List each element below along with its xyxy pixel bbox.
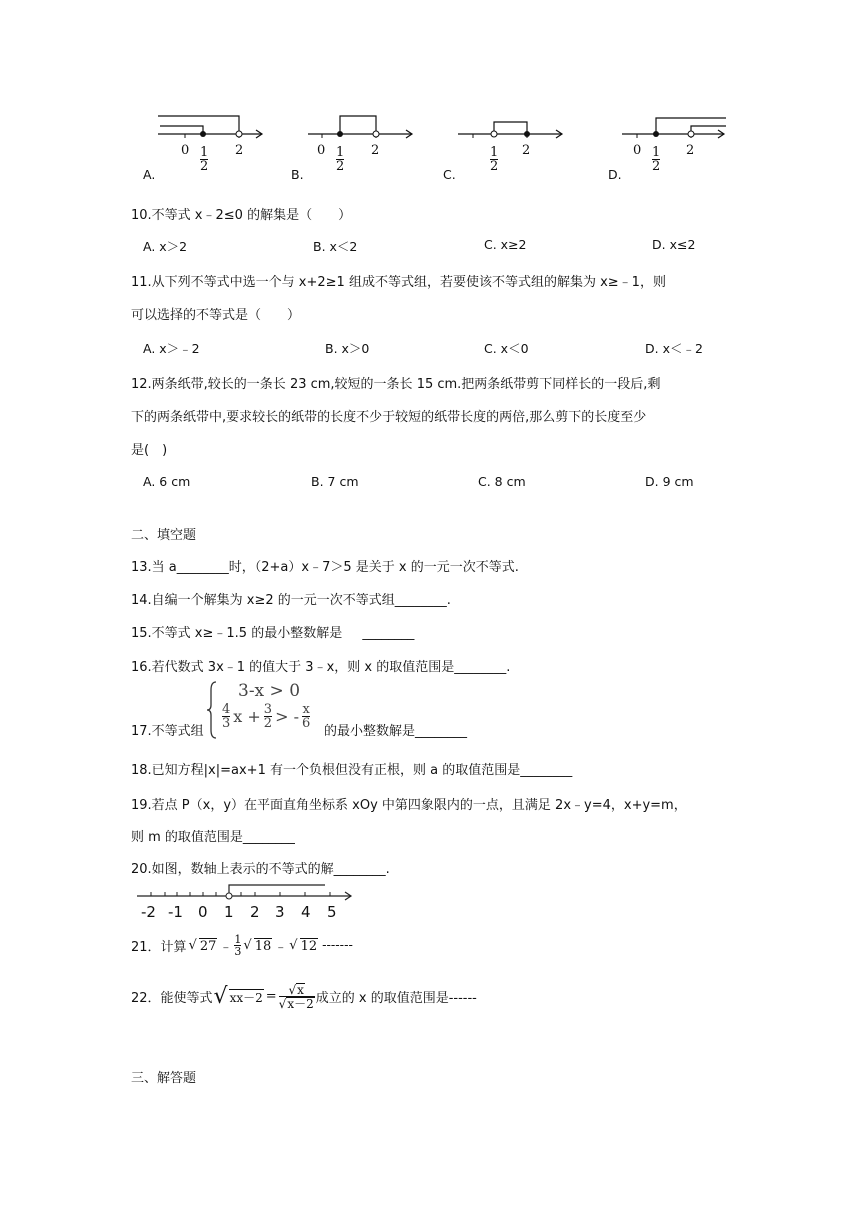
- sqrt-icon: √: [188, 938, 197, 953]
- opt-c-tick-half: 1 2: [490, 145, 499, 174]
- q13-text: 13.当 a________时，（2+a）x﹣7＞5 是关于 x 的一元一次不等式.: [131, 560, 519, 575]
- q21-radicand-2: 18: [254, 938, 272, 954]
- q20-tick: 2: [250, 903, 260, 921]
- q17-ineq2: $\frac{4}{3}$ x + $\frac{3}{2}$ > - $\frac{x}{6}$: [222, 702, 311, 731]
- option-b-label: B.: [291, 167, 304, 182]
- q10-option-a: A. x＞2: [143, 239, 188, 254]
- opt-a-tick-half: 1 2: [200, 145, 209, 174]
- q20-tick: -1: [168, 903, 183, 921]
- q18-text: 18.已知方程|x|=ax+1 有一个负根但没有正根，则 a 的取值范围是________: [131, 763, 573, 778]
- q22: [131, 983, 477, 1010]
- opt-d-tick-half: 1 2: [652, 145, 661, 174]
- q14-text: 14.自编一个解集为 x≥2 的一元一次不等式组________.: [131, 593, 451, 608]
- q20-text: 20.如图，数轴上表示的不等式的解________.: [131, 862, 390, 877]
- section-3-heading: 三、解答题: [131, 1071, 197, 1086]
- q17-suffix: 的最小整数解是________: [324, 724, 468, 739]
- q21: [131, 934, 353, 957]
- q22-right-fraction: $\frac{√x}{√x-2}$: [278, 983, 314, 1011]
- q17-gt: > -: [275, 707, 299, 726]
- opt-d-tick-2: 2: [686, 143, 695, 158]
- section-2-heading: 二、填空题: [131, 528, 197, 543]
- q10-option-b: B. x＜2: [313, 239, 358, 254]
- q11-option-a: A. x＞﹣2: [143, 341, 200, 356]
- q12-line3: 是( ): [131, 443, 168, 458]
- option-d-number-line: [610, 112, 730, 184]
- q20-tick: 0: [198, 903, 208, 921]
- q10-option-c: C. x≥2: [484, 237, 527, 252]
- option-c-label: C.: [443, 167, 456, 182]
- opt-d-tick-0: 0: [633, 143, 642, 158]
- opt-c-tick-2: 2: [522, 143, 531, 158]
- q17-brace: [206, 680, 220, 740]
- q11-line1: 11.从下列不等式中选一个与 x+2≥1 组成不等式组，若要使该不等式组的解集为 x≥﹣1，则: [131, 275, 666, 290]
- q20-tick: 3: [275, 903, 285, 921]
- opt-b-tick-half: 1 2: [336, 145, 345, 174]
- q11-option-d: D. x＜﹣2: [645, 341, 703, 356]
- q11-option-c: C. x＜0: [484, 341, 529, 356]
- q12-line2: 下的两条纸带中,要求较长的纸带的长度不少于较短的纸带长度的两倍,那么剪下的长度至少: [131, 410, 647, 425]
- q21-radicand-1: 27: [199, 938, 217, 954]
- option-a-label: A.: [143, 167, 156, 182]
- q20-tick: 1: [224, 903, 234, 921]
- q20-tick: 5: [327, 903, 337, 921]
- q21-prefix: 21．计算: [131, 940, 187, 955]
- q12-option-c: C. 8 cm: [478, 474, 526, 489]
- q15-blank: ________: [362, 626, 415, 641]
- q15-text: [131, 622, 414, 641]
- q16-text: 16.若代数式 3x﹣1 的值大于 3﹣x，则 x 的取值范围是________.: [131, 660, 511, 675]
- q12-option-b: B. 7 cm: [311, 474, 359, 489]
- q21-radicand-3: 12: [300, 938, 318, 954]
- option-d-label: D.: [608, 167, 622, 182]
- q22-left-fraction: xx－2: [229, 991, 263, 1005]
- q11-line2: 可以选择的不等式是（ ）: [131, 308, 301, 323]
- q22-prefix: 22．能使等式: [131, 991, 213, 1006]
- q12-line1: 12.两条纸带,较长的一条长 23 cm,较短的一条长 15 cm.把两条纸带剪下同样长的一段后,剩: [131, 377, 661, 392]
- opt-b-tick-2: 2: [371, 143, 380, 158]
- opt-b-tick-0: 0: [317, 143, 326, 158]
- q11-option-b: B. x＞0: [325, 341, 370, 356]
- option-b-number-line: [290, 112, 420, 184]
- q19-line1: 19.若点 P（x，y）在平面直角坐标系 xOy 中第四象限内的一点，且满足 2x﹣y=4，x+y=m，: [131, 798, 687, 813]
- sqrt-icon: √: [213, 984, 228, 1009]
- sqrt-icon: √: [289, 938, 298, 953]
- q19-line2: 则 m 的取值范围是________: [131, 830, 295, 845]
- q22-equals: =: [265, 989, 277, 1004]
- q21-minus-1: ﹣: [219, 940, 233, 955]
- sqrt-icon: √: [288, 983, 297, 997]
- q17-x-plus: x +: [233, 707, 261, 726]
- q10-option-d: D. x≤2: [652, 237, 696, 252]
- q21-suffix: -------: [322, 938, 353, 953]
- option-c-number-line: [440, 112, 570, 184]
- opt-a-tick-0: 0: [181, 143, 190, 158]
- sqrt-icon: √: [278, 997, 287, 1011]
- q15-question: 15.不等式 x≥﹣1.5 的最小整数解是: [131, 626, 343, 641]
- q21-fraction: $\frac{1}{3}$: [234, 933, 242, 958]
- opt-a-tick-2: 2: [235, 143, 244, 158]
- q21-minus-2: ﹣: [274, 940, 288, 955]
- sqrt-icon: √: [243, 938, 252, 953]
- q12-option-d: D. 9 cm: [645, 474, 694, 489]
- q17-ineq1: 3-x > 0: [238, 681, 301, 701]
- q10-text: 10.不等式 x﹣2≤0 的解集是（ ）: [131, 208, 352, 223]
- q12-option-a: A. 6 cm: [143, 474, 191, 489]
- q20-tick: -2: [141, 903, 156, 921]
- q17-prefix: 17.不等式组: [131, 724, 204, 739]
- q20-tick: 4: [301, 903, 311, 921]
- q22-suffix: 成立的 x 的取值范围是------: [315, 991, 477, 1006]
